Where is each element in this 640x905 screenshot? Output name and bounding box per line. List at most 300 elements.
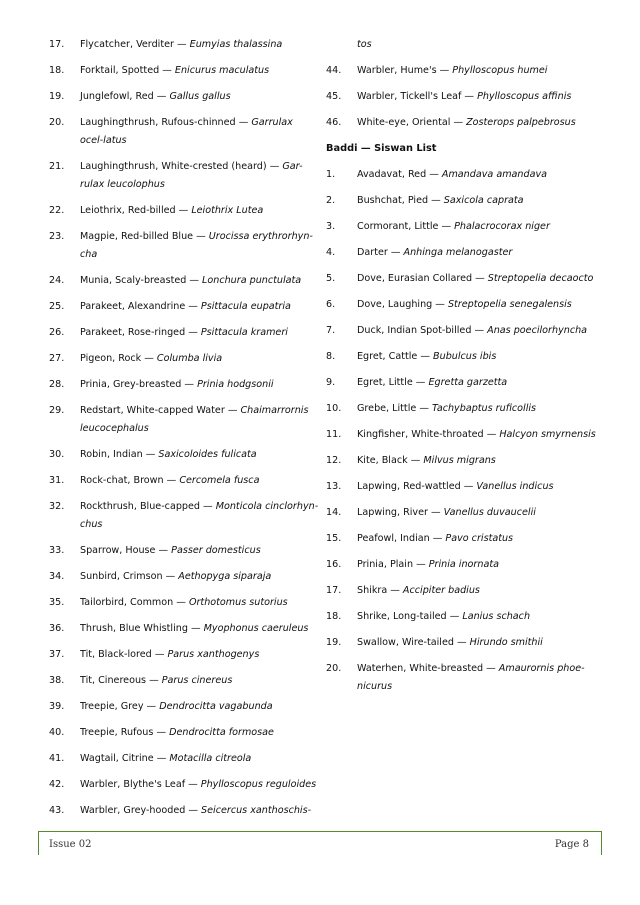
list-item (326, 634, 596, 652)
item-text (357, 530, 596, 548)
list-item (326, 218, 596, 236)
scientific-name: Amaurornis phoe-nicurus (357, 663, 585, 692)
separator: — (153, 753, 170, 764)
separator: — (438, 221, 455, 232)
common-name: Darter (357, 247, 388, 258)
common-name: Treepie, Rufous (80, 727, 154, 738)
common-name: Sunbird, Crimson (80, 571, 163, 582)
list-item (49, 542, 319, 560)
item-text (357, 478, 596, 496)
item-text (80, 272, 319, 290)
separator: — (483, 663, 499, 674)
common-name: Egret, Little (357, 377, 413, 388)
item-text (80, 158, 319, 194)
common-name: Laughingthrush, White-crested (heard) (80, 161, 267, 172)
item-number: 14. (326, 507, 342, 518)
separator: — (407, 455, 424, 466)
scientific-name: Egretta garzetta (428, 377, 508, 388)
scientific-name: Eumyias thalassina (189, 39, 283, 50)
separator: — (185, 779, 201, 790)
item-number: 38. (49, 675, 65, 686)
item-text (80, 36, 319, 54)
scientific-name: Lanius schach (462, 611, 531, 622)
item-text (357, 270, 596, 288)
item-text (80, 446, 319, 464)
item-text (80, 88, 319, 106)
scientific-name: Seicercus xanthoschis- (201, 805, 312, 816)
item-number: 22. (49, 205, 65, 216)
item-number: 19. (326, 637, 342, 648)
separator: — (185, 301, 201, 312)
item-text (80, 620, 319, 638)
common-name: Pigeon, Rock (80, 353, 142, 364)
common-name: Dove, Laughing (357, 299, 433, 310)
item-number: 33. (49, 545, 65, 556)
list-item (49, 646, 319, 664)
item-number: 39. (49, 701, 65, 712)
item-text (357, 400, 596, 418)
item-number: 23. (49, 231, 65, 242)
common-name: Rockthrush, Blue-capped (80, 501, 200, 512)
scientific-name: Myophonus caeruleus (203, 623, 309, 634)
common-name: Shrike, Long-tailed (357, 611, 447, 622)
item-number: 25. (49, 301, 65, 312)
scientific-name: Parus cinereus (161, 675, 233, 686)
list-item (49, 750, 319, 768)
list-item (326, 530, 596, 548)
common-name: Shikra (357, 585, 388, 596)
separator: — (175, 205, 192, 216)
item-text (80, 672, 319, 690)
scientific-name: Gar-rulax leucolophus (80, 161, 303, 190)
scientific-name: Phylloscopus humei (452, 65, 548, 76)
list-item (326, 270, 596, 288)
list-item (49, 298, 319, 316)
scientific-name: Orthotomus sutorius (188, 597, 288, 608)
item-number: 43. (49, 805, 65, 816)
item-text (80, 114, 319, 150)
item-text (80, 646, 319, 664)
item-number: 35. (49, 597, 65, 608)
scientific-name: Psittacula eupatria (200, 301, 291, 312)
common-name: Prinia, Grey-breasted (80, 379, 182, 390)
scientific-name: Streptopelia decaocto (487, 273, 594, 284)
scientific-name: Prinia hodgsonii (197, 379, 274, 390)
list-item (49, 324, 319, 342)
common-name: Duck, Indian Spot-billed (357, 325, 472, 336)
common-name: Swallow, Wire-tailed (357, 637, 454, 648)
common-name: Kingfisher, White-throated (357, 429, 484, 440)
common-name: Egret, Cattle (357, 351, 418, 362)
item-number: 36. (49, 623, 65, 634)
separator: — (471, 325, 488, 336)
list-item (49, 472, 319, 490)
item-text (357, 556, 596, 574)
list-item (326, 296, 596, 314)
scientific-name: Saxicoloides fulicata (158, 449, 257, 460)
item-text (357, 88, 596, 106)
common-name: Tailorbird, Common (80, 597, 174, 608)
scientific-name: Columba livia (156, 353, 223, 364)
common-name: Waterhen, White-breasted (357, 663, 484, 674)
item-number: 24. (49, 275, 65, 286)
item-number: 32. (49, 501, 65, 512)
list-item (49, 402, 319, 438)
item-number: 17. (326, 585, 342, 596)
separator: — (413, 559, 429, 570)
section-list (326, 166, 596, 696)
common-name: Lapwing, River (357, 507, 428, 518)
list-item (326, 426, 596, 444)
common-name: Kite, Black (357, 455, 408, 466)
separator: — (483, 429, 500, 440)
common-name: Forktail, Spotted (80, 65, 160, 76)
separator: — (427, 507, 444, 518)
item-text (80, 472, 319, 490)
item-number: 19. (49, 91, 65, 102)
list-item (326, 374, 596, 392)
separator: — (428, 195, 444, 206)
common-name: Wagtail, Citrine (80, 753, 154, 764)
item-text (80, 376, 319, 394)
item-number: 34. (49, 571, 65, 582)
separator: — (432, 299, 448, 310)
list-item (326, 244, 596, 262)
item-text (357, 348, 596, 366)
separator: — (387, 247, 404, 258)
list-item (49, 698, 319, 716)
list-item (326, 192, 596, 210)
list-item (49, 802, 319, 820)
list-item (49, 202, 319, 220)
item-number: 2. (326, 195, 336, 206)
left-column (49, 36, 319, 828)
item-text (80, 542, 319, 560)
list-item (49, 446, 319, 464)
item-text (357, 62, 596, 80)
list-item (326, 322, 596, 340)
list-item (326, 582, 596, 600)
list-item (49, 114, 319, 150)
item-text (80, 750, 319, 768)
common-name: Thrush, Blue Whistling (80, 623, 188, 634)
item-text (80, 202, 319, 220)
item-number: 3. (326, 221, 336, 232)
scientific-name: Phalacrocorax niger (454, 221, 550, 232)
item-number: 27. (49, 353, 65, 364)
item-number: 20. (326, 663, 342, 674)
list-item (49, 594, 319, 612)
item-number: 31. (49, 475, 65, 486)
item-number: 44. (326, 65, 342, 76)
item-number: 4. (326, 247, 336, 258)
scientific-name: Chaimarrornis leucocephalus (80, 405, 309, 434)
item-number: 20. (49, 117, 65, 128)
common-name: Peafowl, Indian (357, 533, 430, 544)
separator: — (429, 533, 446, 544)
list-item (49, 350, 319, 368)
list-item (49, 568, 319, 586)
common-name: Prinia, Plain (357, 559, 414, 570)
common-name: Warbler, Grey-hooded (80, 805, 186, 816)
list-item (326, 114, 596, 132)
list-item (326, 62, 596, 80)
item-number: 17. (49, 39, 65, 50)
separator: — (446, 611, 463, 622)
common-name: Tit, Cinereous (80, 675, 147, 686)
item-number: 10. (326, 403, 342, 414)
list-item (49, 158, 319, 194)
list-item (49, 620, 319, 638)
list-item (326, 166, 596, 184)
separator: — (151, 649, 168, 660)
separator: — (426, 169, 442, 180)
scientific-name: Anhinga melanogaster (403, 247, 513, 258)
item-text (80, 724, 319, 742)
page-number: Page 8 (554, 839, 589, 850)
scientific-name: Tachybaptus ruficollis (431, 403, 537, 414)
item-text (80, 568, 319, 586)
scientific-name: Dendrocitta formosae (169, 727, 274, 738)
item-text (80, 228, 319, 264)
separator: — (146, 675, 162, 686)
scientific-name: Passer domesticus (171, 545, 261, 556)
scientific-name: Lonchura punctulata (202, 275, 302, 286)
scientific-name: Halcyon smyrnensis (499, 429, 596, 440)
scientific-name: Accipiter badius (402, 585, 480, 596)
common-name: Redstart, White-capped Water (80, 405, 225, 416)
separator: — (224, 405, 241, 416)
separator: — (387, 585, 403, 596)
item-text (80, 62, 319, 80)
scientific-name: Zosterops palpebrosus (466, 117, 576, 128)
item-number: 28. (49, 379, 65, 390)
common-name: Robin, Indian (80, 449, 143, 460)
scientific-name: Leiothrix Lutea (191, 205, 264, 216)
separator: — (453, 637, 470, 648)
list-item (49, 36, 319, 54)
item-text (357, 582, 596, 600)
item-number: 13. (326, 481, 342, 492)
item-number: 1. (326, 169, 336, 180)
separator: — (461, 91, 478, 102)
scientific-name: Garrulax ocel-latus (80, 117, 293, 146)
item-text (357, 634, 596, 652)
common-name: Parakeet, Alexandrine (80, 301, 186, 312)
scientific-name: Psittacula krameri (200, 327, 288, 338)
item-text (357, 504, 596, 522)
separator: — (417, 351, 434, 362)
common-name: Dove, Eurasian Collared (357, 273, 473, 284)
item-number: 37. (49, 649, 65, 660)
issue-label: Issue 02 (49, 839, 92, 850)
item-text (357, 166, 596, 184)
common-name: Munia, Scaly-breasted (80, 275, 187, 286)
common-name: Warbler, Tickell's Leaf (357, 91, 462, 102)
common-name: Magpie, Red-billed Blue (80, 231, 194, 242)
list-item (49, 376, 319, 394)
common-name: Flycatcher, Verditer (80, 39, 174, 50)
list-item (49, 776, 319, 794)
item-text (357, 426, 596, 444)
scientific-name: Pavo cristatus (445, 533, 514, 544)
item-text (80, 594, 319, 612)
separator: — (162, 571, 179, 582)
scientific-name: Prinia inornata (428, 559, 499, 570)
separator: — (141, 353, 157, 364)
common-name: Laughingthrush, Rufous-chinned (80, 117, 236, 128)
right-column (326, 36, 596, 704)
common-name: Lapwing, Red-wattled (357, 481, 461, 492)
item-text (80, 324, 319, 342)
item-number: 18. (49, 65, 65, 76)
scientific-name: Dendrocitta vagabunda (159, 701, 273, 712)
item-number: 7. (326, 325, 336, 336)
item-text (80, 498, 319, 534)
scientific-name: Urocissa erythrorhyn-cha (80, 231, 313, 260)
item-number: 12. (326, 455, 342, 466)
common-name: Grebe, Little (357, 403, 417, 414)
separator: — (200, 501, 216, 512)
item-number: 26. (49, 327, 65, 338)
list-item (326, 400, 596, 418)
item-number: 18. (326, 611, 342, 622)
item-number: 45. (326, 91, 342, 102)
list-item (326, 478, 596, 496)
item-number: 29. (49, 405, 65, 416)
scientific-name: Monticola cinclorhyn-chus (80, 501, 319, 530)
item-text (357, 114, 596, 132)
scientific-name: Aethopyga siparaja (178, 571, 272, 582)
separator: — (155, 545, 172, 556)
scientific-name: Gallus gallus (169, 91, 231, 102)
separator: — (416, 403, 432, 414)
list-item (49, 672, 319, 690)
separator: — (153, 91, 170, 102)
scientific-name: Amandava amandava (441, 169, 548, 180)
scientific-name: Streptopelia senegalensis (447, 299, 572, 310)
common-name: Warbler, Blythe's Leaf (80, 779, 186, 790)
common-name: Treepie, Grey (80, 701, 144, 712)
scientific-name: Milvus migrans (423, 455, 496, 466)
common-name: Warbler, Hume's (357, 65, 437, 76)
separator: — (185, 805, 202, 816)
item-number: 42. (49, 779, 65, 790)
common-name: Avadavat, Red (357, 169, 427, 180)
item-text (357, 322, 596, 340)
separator: — (186, 275, 203, 286)
scientific-name: Phylloscopus reguloides (200, 779, 317, 790)
separator: — (235, 117, 252, 128)
item-text (357, 452, 596, 470)
continued-text: tos (357, 39, 372, 50)
list-item (49, 228, 319, 264)
item-number: 15. (326, 533, 342, 544)
scientific-name: Anas poecilorhyncha (487, 325, 588, 336)
item-number: 41. (49, 753, 65, 764)
item-number: 6. (326, 299, 336, 310)
separator: — (450, 117, 467, 128)
list-item (326, 88, 596, 106)
item-text (357, 296, 596, 314)
separator: — (185, 327, 201, 338)
item-number: 40. (49, 727, 65, 738)
item-text (80, 402, 319, 438)
scientific-name: Vanellus indicus (476, 481, 554, 492)
item-number: 30. (49, 449, 65, 460)
common-name: Parakeet, Rose-ringed (80, 327, 186, 338)
item-text (80, 298, 319, 316)
separator: — (143, 701, 160, 712)
separator: — (436, 65, 453, 76)
list-item (326, 504, 596, 522)
item-text (80, 802, 319, 820)
separator: — (163, 475, 180, 486)
separator: — (412, 377, 429, 388)
item-number: 8. (326, 351, 336, 362)
item-text (80, 350, 319, 368)
separator: — (181, 379, 198, 390)
list-item (326, 452, 596, 470)
list-item (49, 272, 319, 290)
common-name: Sparrow, House (80, 545, 156, 556)
item-text (357, 660, 596, 696)
scientific-name: Enicurus maculatus (174, 65, 270, 76)
item-number: 9. (326, 377, 336, 388)
separator: — (173, 39, 190, 50)
list-item (49, 724, 319, 742)
item-number: 11. (326, 429, 342, 440)
item-number: 5. (326, 273, 336, 284)
list-item (326, 660, 596, 696)
scientific-name: Bubulcus ibis (433, 351, 497, 362)
list-item (326, 556, 596, 574)
scientific-name: Cercomela fusca (179, 475, 260, 486)
item-text (357, 244, 596, 262)
common-name: Tit, Black-lored (80, 649, 152, 660)
scientific-name: Phylloscopus affinis (477, 91, 572, 102)
item-text (80, 698, 319, 716)
item-text (357, 192, 596, 210)
separator: — (187, 623, 204, 634)
item-text (80, 776, 319, 794)
scientific-name: Saxicola caprata (443, 195, 524, 206)
separator: — (460, 481, 477, 492)
common-name: Bushchat, Pied (357, 195, 429, 206)
item-text (357, 608, 596, 626)
separator: — (472, 273, 488, 284)
scientific-name: Vanellus duvaucelii (443, 507, 536, 518)
list-item (49, 62, 319, 80)
list-item (326, 348, 596, 366)
scientific-name: Hirundo smithii (469, 637, 543, 648)
common-name: White-eye, Oriental (357, 117, 451, 128)
list-item (326, 608, 596, 626)
item-number: 46. (326, 117, 342, 128)
section-title: Baddi — Siswan List (326, 143, 437, 154)
item-text (357, 218, 596, 236)
separator: — (142, 449, 159, 460)
page-footer (38, 831, 602, 855)
item-number: 16. (326, 559, 342, 570)
separator: — (266, 161, 283, 172)
item-number: 21. (49, 161, 65, 172)
common-name: Rock-chat, Brown (80, 475, 164, 486)
common-name: Junglefowl, Red (80, 91, 154, 102)
separator: — (173, 597, 189, 608)
item-text (357, 374, 596, 392)
separator: — (193, 231, 209, 242)
